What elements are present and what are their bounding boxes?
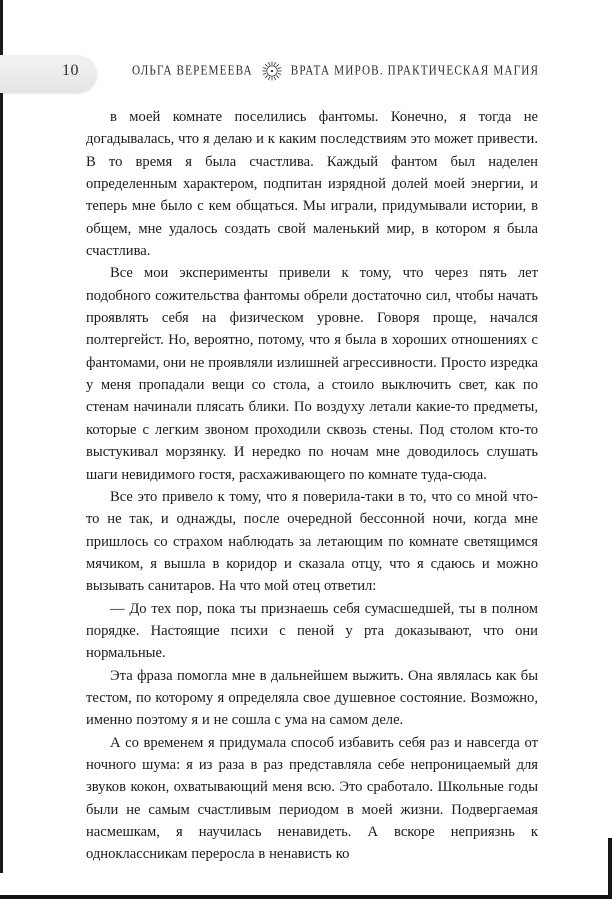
running-head-author: ОЛЬГА ВЕРЕМЕЕВА (132, 63, 253, 79)
scan-edge-right (608, 838, 612, 899)
folio-pill (0, 55, 97, 93)
body-text-column (86, 106, 538, 866)
paragraph: Все мои эксперименты привели к тому, что через пять лет подобного сожительства фантомы обрели достаточно сил, чтобы начать проявлять себя на физическом уровне. Говоря проще, начался полтергейст. Но, вероятно, потому, что я была в хороших отношениях с фантомами, они не проявляли излишней агрессивности. Просто изредка у меня пропадали вещи со стола, а стоило выключить свет, как по стенам начинали плясать блики. По воздуху летали какие-то предметы, которые с легким звоном проходили сквозь стены. Под столом кто-то выстукивал морзянку. И нередко по ночам мне доводилось слушать шаги невидимого гостя, расхаживающего по комнате туда-сюда. (86, 265, 538, 483)
paragraph: в моей комнате поселились фантомы. Конечно, я тогда не догадывалась, что я делаю и к каким последствиям это может привести. В то время я была счастлива. Каждый фантом был наделен определенным характером, подпитан изрядной долей моей энергии, и теперь мне было с кем общаться. Мы играли, придумывали истории, в общем, мне удалось создать свой маленький мир, в котором я была счастлива. (86, 109, 538, 260)
page-number: 10 (62, 62, 79, 79)
sun-moon-ornament-icon (262, 61, 282, 81)
running-head-title: ВРАТА МИРОВ. ПРАКТИЧЕСКАЯ МАГИЯ (290, 63, 540, 79)
paragraph: Все это привело к тому, что я поверила-таки в то, что со мной что-то не так, и однажды, после очередной бессонной ночи, когда мне пришлось со страхом наблюдать за летающим по комнате светящимся мячиком, я вышла в коридор и сказала отцу, что я сдаюсь и можно вызывать санитаров. На что мой отец ответил: (86, 488, 538, 595)
paragraph-dialogue: — До тех пор, пока ты признаешь себя сумасшедшей, ты в полном порядке. Настоящие психи с пеной у рта доказывают, что они нормальные. (86, 600, 538, 662)
scan-edge-bottom (0, 895, 612, 899)
scan-edge-left (0, 0, 3, 873)
paragraph: А со временем я придумала способ избавить себя раз и навсегда от ночного шума: я из раза в раз представляла себе непроницаемый для звуков кокон, охватывающий меня всю. Это сработало. Школьные годы были не самым счастливым периодом в моей жизни. Подвергаемая насмешкам, я научилась ненавидеть. А вскоре неприязнь к одноклассникам переросла в ненависть ко (86, 734, 538, 863)
running-head (0, 55, 612, 95)
running-head-line (132, 61, 540, 81)
paragraph: Эта фраза помогла мне в дальнейшем выжить. Она являлась как бы тестом, по которому я определяла свое душевное состояние. Возможно, именно поэтому я и не сошла с ума на самом деле. (86, 667, 538, 729)
